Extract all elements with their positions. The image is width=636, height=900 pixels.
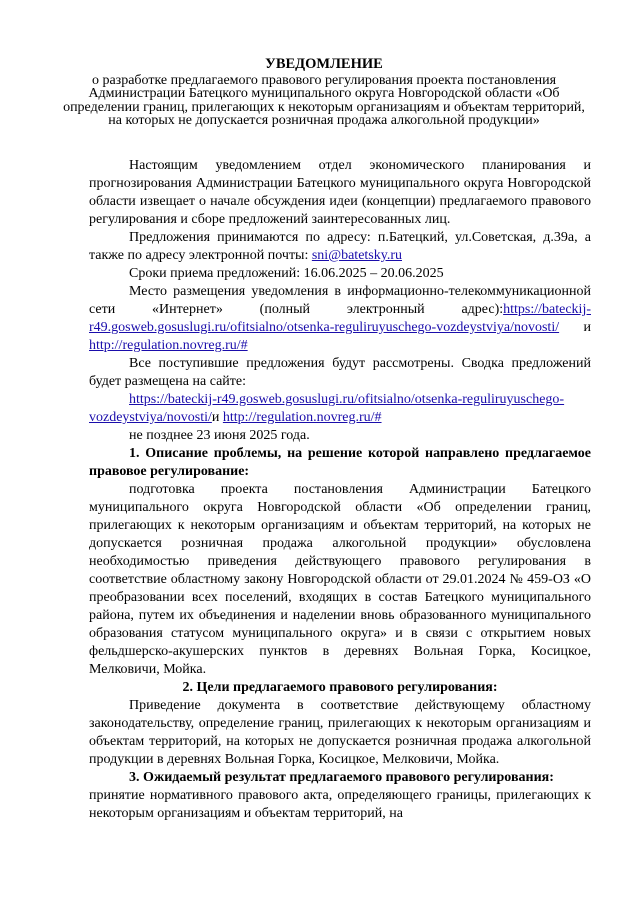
section-3-text: принятие нормативного правового акта, определяющего границы, прилегающих к некоторым организациям и объектам территорий, на: [89, 788, 591, 821]
summary-links-paragraph: [89, 391, 591, 427]
notice-header: [60, 58, 588, 128]
summary-paragraph: Все поступившие предложения будут рассмотрены. Сводка предложений будет размещена на сайте:: [89, 356, 591, 389]
regulation-link-2[interactable]: http://regulation.novreg.ru/#: [222, 410, 382, 425]
deadline-paragraph: Сроки приема предложений: 16.06.2025 – 20.06.2025: [129, 266, 444, 281]
section-1-title: 1. Описание проблемы, на решение которой направлено предлагаемое правовое регулирование:: [89, 446, 591, 479]
summary-deadline: не позднее 23 июня 2025 года.: [129, 428, 310, 443]
intro-paragraph: Настоящим уведомлением отдел экономического планирования и прогнозирования Администрации Батецкого муниципального округа Новгородской области извещает о начале обсуждения идеи (концепции) предлагаемого правового регулирования и сборе предложений заинтересованных лиц.: [89, 158, 591, 227]
link-separator-2: и: [211, 410, 223, 425]
regulation-link[interactable]: http://regulation.novreg.ru/#: [89, 338, 248, 353]
gosuslugi-link[interactable]: https://bateckij-r49.gosweb.gosuslugi.ru/ofitsialno/otsenka-reguliruyuschego-vozdeystviya/novosti/: [89, 302, 591, 335]
link-separator: и: [559, 320, 591, 335]
location-paragraph: [89, 283, 591, 355]
notice-body: [89, 157, 591, 823]
address-paragraph: [89, 229, 591, 265]
section-1-text: подготовка проекта постановления Администрации Батецкого муниципального округа Новгородской области «Об определении границ, прилегающих к некоторым организациям и объектам территорий, на которых не допускается розничная продажа алкогольной продукции» обусловлена необходимостью приведения действующего правового регулирования в соответствие областному закону Новгородской области от 29.01.2024 № 459-ОЗ «О преобразовании всех поселений, входящих в состав Батецкого муниципального района, путем их объединения и наделении вновь образованного муниципального образования статусом муниципального округа» и в связи с открытием новых фельдшерско-акушерских пунктов в деревнях Вольная Горка, Косицкое, Мелковичи, Мойка.: [89, 482, 591, 677]
section-2-text: Приведение документа в соответствие действующему областному законодательству, определение границ, прилегающих к некоторым организациям и объектам территорий, на которых не допускается розничная продажа алкогольной продукции в деревнях Вольная Горка, Косицкое, Мелковичи, Мойка.: [89, 698, 591, 767]
address-text: Предложения принимаются по адресу: п.Батецкий, ул.Советская, д.39а, а также по адресу электронной почты:: [89, 230, 591, 263]
section-2-title: 2. Цели предлагаемого правового регулирования:: [182, 680, 498, 695]
section-3-title: 3. Ожидаемый результат предлагаемого правового регулирования:: [129, 770, 554, 785]
location-text: Место размещения уведомления в информационно-телекоммуникационной сети «Интернет» (полный электронный адрес):: [89, 284, 591, 317]
email-link[interactable]: sni@batetsky.ru: [311, 248, 402, 263]
notice-subtitle: о разработке предлагаемого правового регулирования проекта постановления Администрации Батецкого муниципального округа Новгородской области «Об определении границ, прилегающих к некоторым организациям и объектам территорий, на которых не допускается розничная продажа алкогольной продукции»: [63, 72, 585, 128]
notice-title: УВЕДОМЛЕНИЕ: [265, 56, 383, 72]
gosuslugi-link-2[interactable]: https://bateckij-r49.gosweb.gosuslugi.ru/ofitsialno/otsenka-reguliruyuschego-vozdeystviya/novosti/: [89, 392, 565, 425]
